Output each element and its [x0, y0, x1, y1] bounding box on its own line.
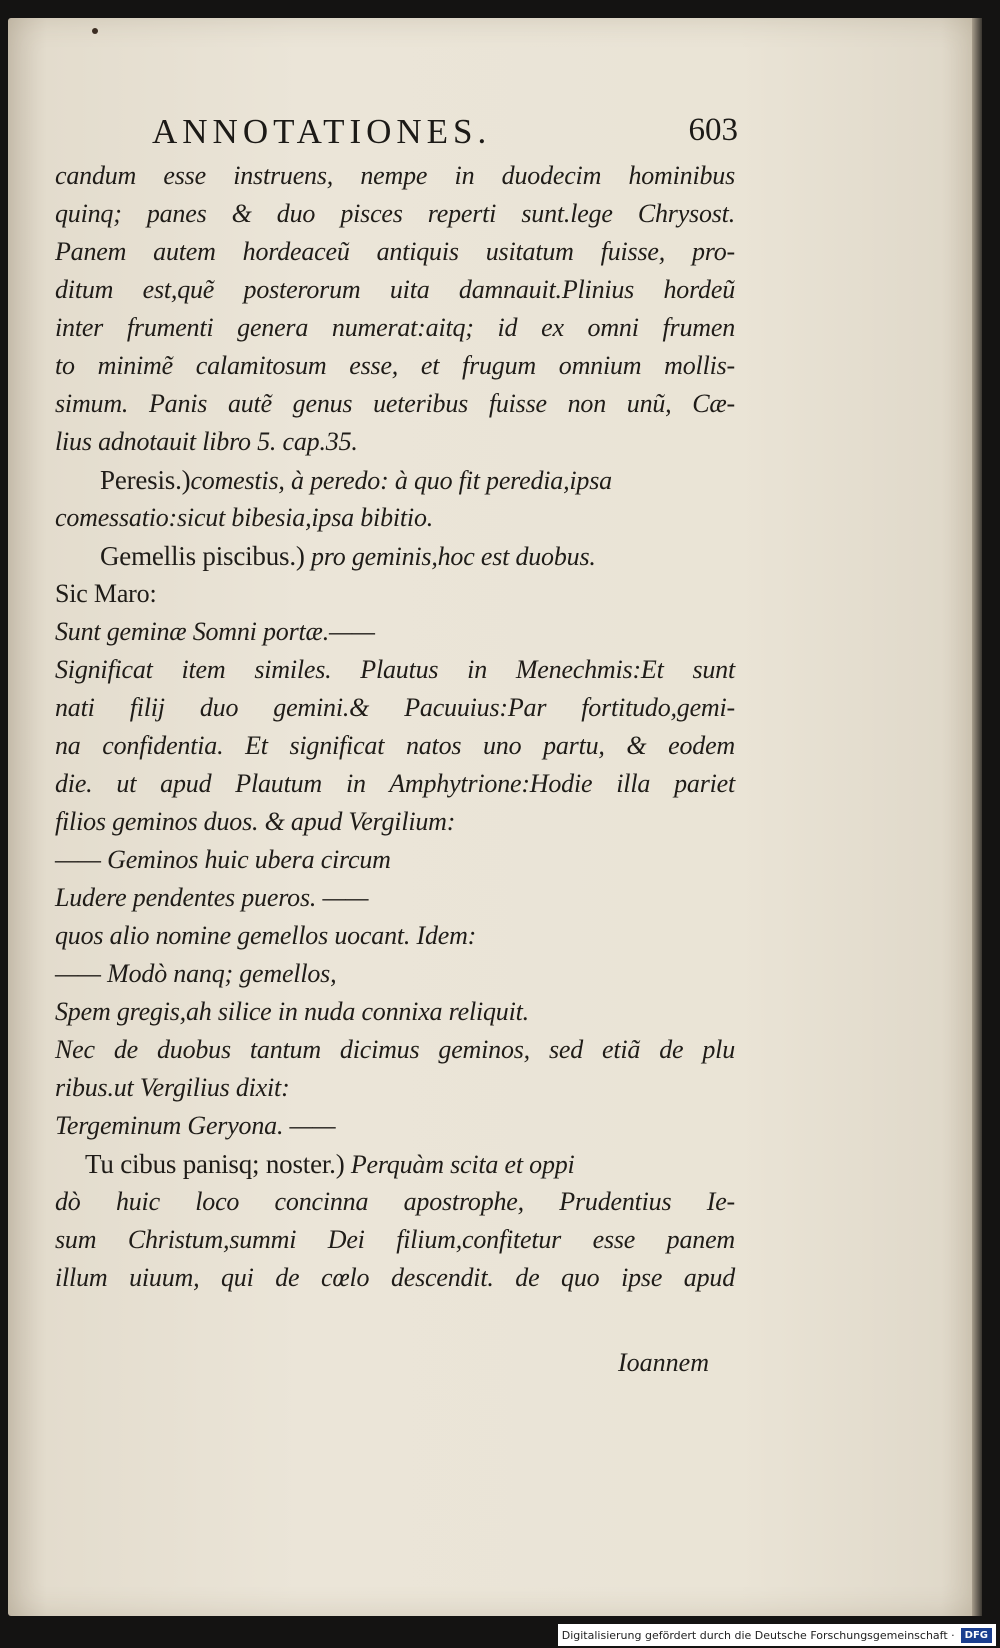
text-line: die. ut apud Plautum in Amphytrione:Hodie illa pariet [55, 769, 735, 798]
text-line: candum esse instruens, nempe in duodecim hominibus [55, 161, 735, 190]
text-line: dò huic loco concinna apostrophe, Prudentius Ie- [55, 1187, 735, 1216]
ink-speck [92, 28, 98, 34]
text-line: to minimẽ calamitosum esse, et frugum omnium mollis- [55, 351, 735, 380]
text-line: filios geminos duos. & apud Vergilium: [55, 807, 456, 836]
text-line: simum. Panis autẽ genus ueteribus fuisse non unũ, Cæ- [55, 389, 735, 418]
digitization-credit [558, 1624, 996, 1646]
verse-line: Tergeminum Geryona. —— [55, 1111, 336, 1140]
text-line: lius adnotauit libro 5. cap.35. [55, 427, 358, 456]
text-line: illum uiuum, qui de cœlo descendit. de quo ipse apud [55, 1263, 735, 1292]
text-line: na confidentia. Et significat natos uno partu, & eodem [55, 731, 735, 760]
text-line: pro geminis,hoc est duobus. [304, 542, 596, 571]
running-title: ANNOTATIONES. [152, 112, 492, 151]
lemma-tu-cibus: Tu cibus panisq; noster.) [85, 1149, 345, 1179]
catchword: Ioannem [618, 1348, 709, 1377]
text-line: quos alio nomine gemellos uocant. Idem: [55, 921, 477, 950]
verse-line: Sunt geminæ Somni portæ.—— [55, 617, 375, 646]
page-number: 603 [688, 112, 738, 148]
lemma-peresis: Peresis.) [100, 465, 191, 495]
lemma-gemellis: Gemellis piscibus.) [100, 541, 305, 571]
verse-line: —— Modò nanq; gemellos, [55, 959, 337, 988]
page-header [152, 112, 738, 162]
lemma-line-gemellis [100, 537, 596, 576]
credit-text: Digitalisierung gefördert durch die Deutsche Forschungsgemeinschaft · [561, 1628, 955, 1642]
text-line: nati filij duo gemini.& Pacuuius:Par fortitudo,gemi- [55, 693, 735, 722]
text-line: Nec de duobus tantum dicimus geminos, sed etiã de plu [55, 1035, 735, 1064]
text-line: Sic Maro: [55, 579, 157, 608]
text-line: ditum est,quẽ posterorum uita damnauit.Plinius hordeũ [55, 275, 735, 304]
text-line: ribus.ut Vergilius dixit: [55, 1073, 290, 1102]
text-line: comessatio:sicut bibesia,ipsa bibitio. [55, 503, 434, 532]
text-line: comestis, à peredo: à quo fit peredia,ipsa [190, 466, 612, 495]
text-line: Panem autem hordeaceũ antiquis usitatum fuisse, pro- [55, 237, 735, 266]
text-line: quinq; panes & duo pisces reperti sunt.lege Chrysost. [55, 199, 735, 228]
verse-line: Ludere pendentes pueros. —— [55, 883, 369, 912]
page-edge [972, 18, 982, 1616]
verse-line: Spem gregis,ah silice in nuda connixa reliquit. [55, 997, 529, 1026]
dfg-logo: DFG [961, 1628, 992, 1643]
verse-line: —— Geminos huic ubera circum [55, 845, 391, 874]
text-line: sum Christum,summi Dei filium,confitetur esse panem [55, 1225, 735, 1254]
text-line: inter frumenti genera numerat:aitq; id ex omni frumen [55, 313, 735, 342]
lemma-line-peresis [100, 461, 612, 500]
text-line: Significat item similes. Plautus in Menechmis:Et sunt [55, 655, 735, 684]
lemma-line-tu-cibus [85, 1145, 575, 1184]
text-line: Perquàm scita et oppi [344, 1150, 575, 1179]
